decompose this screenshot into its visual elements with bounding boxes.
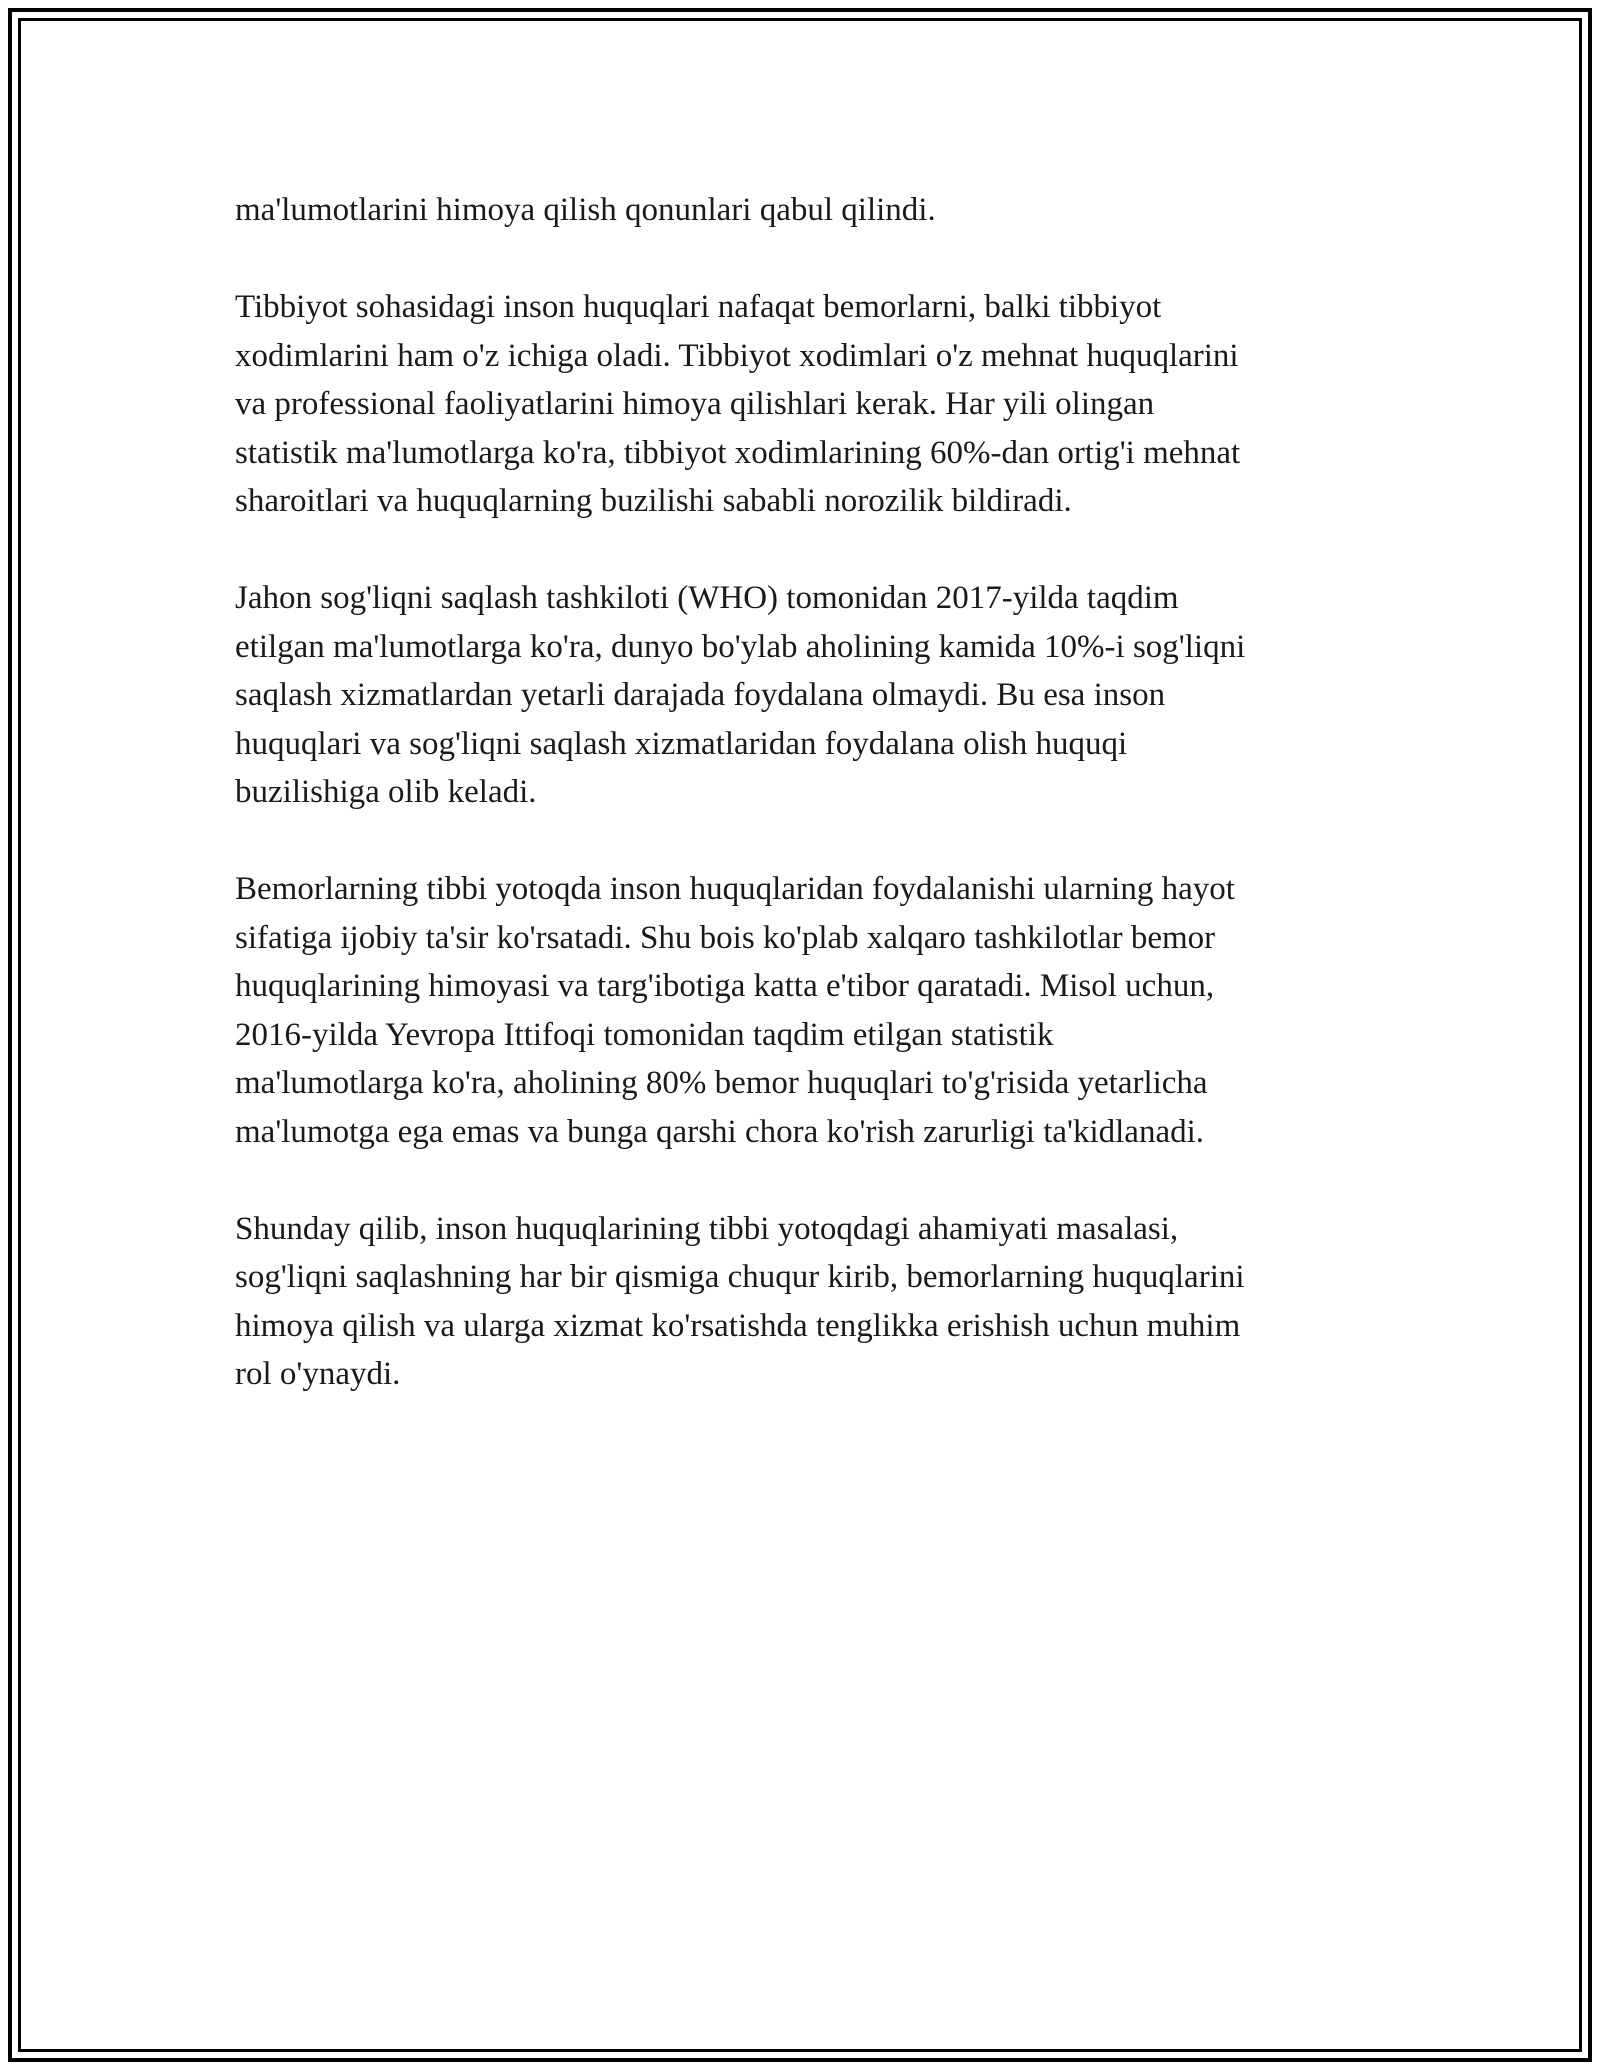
paragraph-4 xyxy=(235,865,1375,1156)
text-line: Jahon sog'liqni saqlash tashkiloti (WHO) tomonidan 2017-yilda taqdim xyxy=(235,580,1179,616)
text-line: Bemorlarning tibbi yotoqda inson huquqlaridan foydalanishi ularning hayot xyxy=(235,871,1235,907)
text-line: Shunday qilib, inson huquqlarining tibbi yotoqdagi ahamiyati masalasi, xyxy=(235,1210,1179,1247)
text-line: sifatiga ijobiy ta'sir ko'rsatadi. Shu bois ko'plab xalqaro tashkilotlar bemor xyxy=(235,919,1216,956)
text-line: va professional faoliyatlarini himoya qilishlari kerak. Har yili olingan xyxy=(235,386,1155,422)
text-line: huquqlarining himoyasi va targ'ibotiga katta e'tibor qaratadi. Misol uchun, xyxy=(235,968,1215,1004)
text-line: sog'liqni saqlashning har bir qismiga chuqur kirib, bemorlarning huquqlarini xyxy=(235,1259,1245,1295)
document-body xyxy=(235,186,1375,1447)
text-line: ma'lumotlarga ko'ra, aholining 80% bemor huquqlari to'g'risida yetarlicha xyxy=(235,1065,1208,1101)
paragraph-2 xyxy=(235,283,1375,526)
text-line: statistik ma'lumotlarga ko'ra, tibbiyot xodimlarining 60%-dan ortig'i mehnat xyxy=(235,434,1241,471)
text-line: Tibbiyot sohasidagi inson huquqlari nafaqat bemorlarni, balki tibbiyot xyxy=(235,289,1162,325)
paragraph-1 xyxy=(235,186,1375,235)
text-line: buzilishiga olib keladi. xyxy=(235,774,537,810)
text-line: huquqlari va sog'liqni saqlash xizmatlaridan foydalana olish huquqi xyxy=(235,725,1128,762)
text-line: rol o'ynaydi. xyxy=(235,1356,401,1392)
text-line: ma'lumotlarini himoya qilish qonunlari qabul qilindi. xyxy=(235,192,936,228)
text-line: sharoitlari va huquqlarning buzilishi sababli norozilik bildiradi. xyxy=(235,483,1072,519)
text-line: himoya qilish va ularga xizmat ko'rsatishda tenglikka erishish uchun muhim xyxy=(235,1307,1241,1344)
text-line: saqlash xizmatlardan yetarli darajada foydalana olmaydi. Bu esa inson xyxy=(235,677,1166,713)
paragraph-5 xyxy=(235,1205,1375,1399)
text-line: etilgan ma'lumotlarga ko'ra, dunyo bo'ylab aholining kamida 10%-i sog'liqni xyxy=(235,628,1246,665)
text-line: ma'lumotga ega emas va bunga qarshi chora ko'rish zarurligi ta'kidlanadi. xyxy=(235,1113,1205,1150)
paragraph-3 xyxy=(235,574,1375,817)
text-line: 2016-yilda Yevropa Ittifoqi tomonidan taqdim etilgan statistik xyxy=(235,1016,1054,1053)
text-line: xodimlarini ham o'z ichiga oladi. Tibbiyot xodimlari o'z mehnat huquqlarini xyxy=(235,337,1239,374)
